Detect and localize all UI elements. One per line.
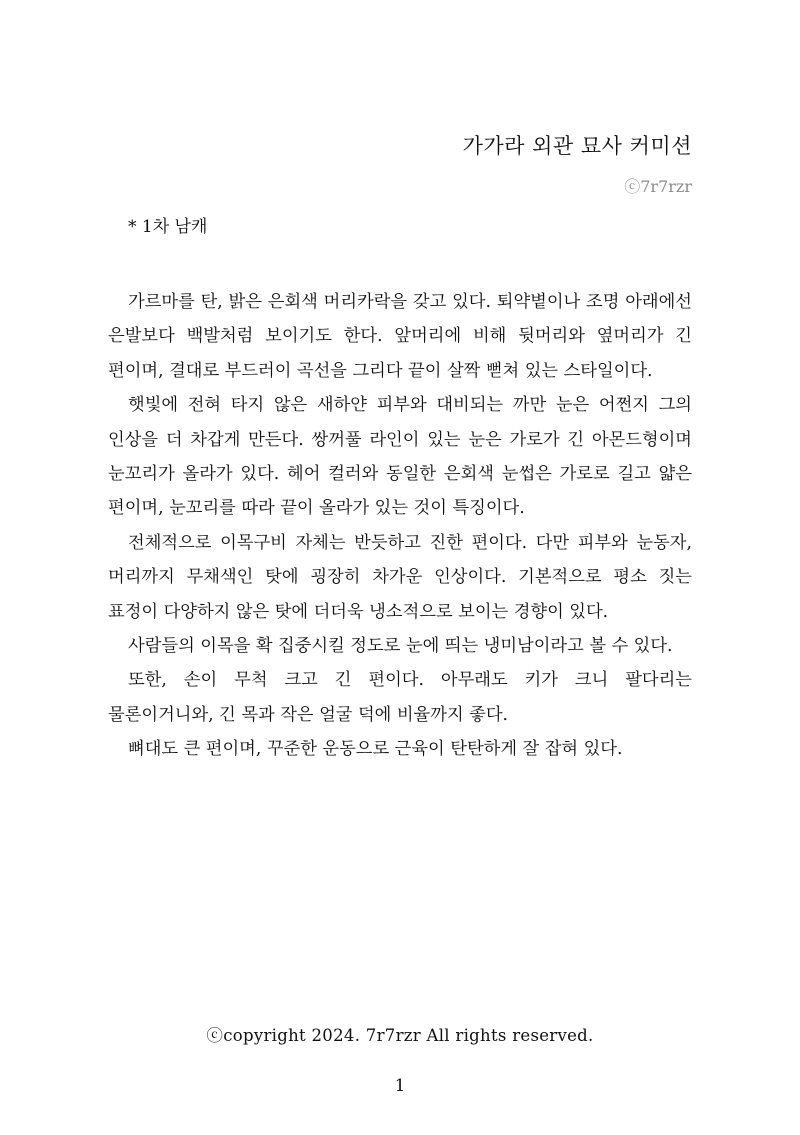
description-body [108,285,692,767]
copyright-notice: ⓒcopyright 2024. 7r7rzr All rights reserved. [206,1026,594,1045]
paragraph-eyes: 햇빛에 전혀 타지 않은 새하얀 피부와 대비되는 까만 눈은 어쩐지 그의 인상을 더 차갑게 만든다. 쌍꺼풀 라인이 있는 눈은 가로가 긴 아몬드형이며 눈꼬리가 올라가 있다. 헤어 컬러와 동일한 은회색 눈썹은 가로로 길고 얇은 편이며, 눈꼬리를 따라 끝이 올라가 있는 것이 특징이다. [108,395,692,519]
paragraph-build: 뼈대도 큰 편이며, 꾸준한 운동으로 근육이 탄탄하게 잘 잡혀 있다. [128,739,623,760]
character-tag: * 1차 남캐 [128,217,208,237]
document-title: 가가라 외관 묘사 커미션 [462,134,692,158]
author-credit: ⓒ7r7rzr [624,177,692,196]
page-number: 1 [394,1076,406,1096]
paragraph-hair: 가르마를 탄, 밝은 은회색 머리카락을 갖고 있다. 퇴약볕이나 조명 아래에선 은발보다 백발처럼 보이기도 한다. 앞머리에 비해 뒷머리와 옆머리가 긴 편이며, 결대로 부드러이 곡선을 그리다 끝이 살짝 뻗쳐 있는 스타일이다. [108,292,692,381]
paragraph-features: 전체적으로 이목구비 자체는 반듯하고 진한 편이다. 다만 피부와 눈동자, 머리까지 무채색인 탓에 굉장히 차가운 인상이다. 기본적으로 평소 짓는 표정이 다양하지 않은 탓에 더더욱 냉소적으로 보이는 경향이 있다. [108,532,692,622]
paragraph-impression: 사람들의 이목을 확 집중시킬 정도로 눈에 띄는 냉미남이라고 볼 수 있다. [128,636,673,657]
paragraph-body-proportion: 또한, 손이 무척 크고 긴 편이다. 아무래도 키가 크니 팔다리는 물론이거니와, 긴 목과 작은 얼굴 덕에 비율까지 좋다. [108,670,692,725]
